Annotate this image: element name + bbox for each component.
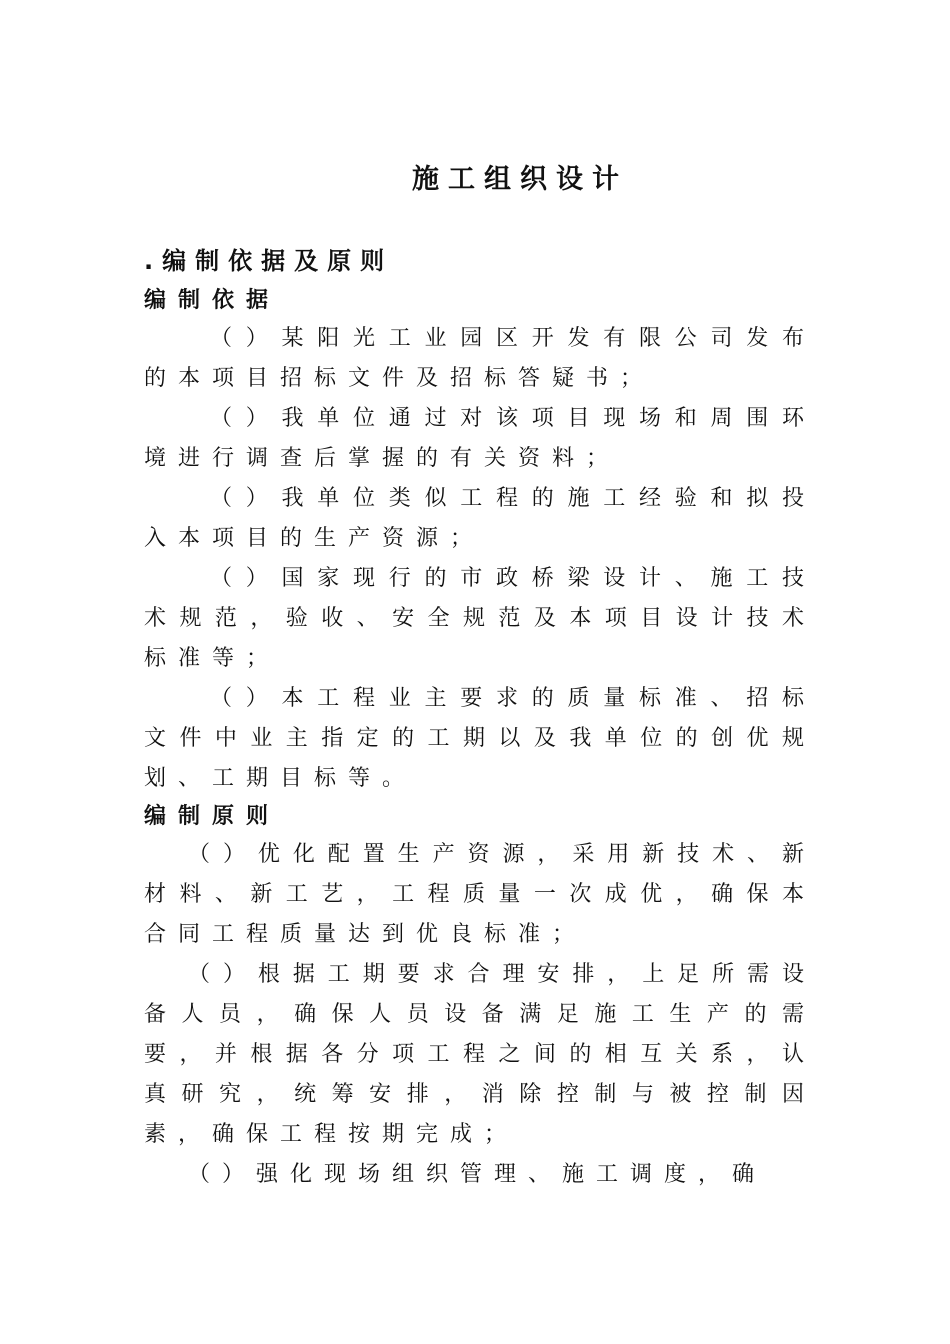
principles-item: （）强化现场组织管理、施工调度，确 [188,1162,767,1187]
section-heading: .编制依据及原则 [144,247,394,275]
principles-item: （）优化配置生产资源，采用新技术、新材料、新工艺，工程质量一次成优，确保本合同工程质量达到优良标准； [144,842,816,947]
basis-item: （）本工程业主要求的质量标准、招标文件中业主指定的工期以及我单位的创优规划、工期目标等。 [144,686,816,791]
document-title: 施工组织设计 [412,164,628,195]
basis-item: （）我单位类似工程的施工经验和拟投入本项目的生产资源； [144,486,816,551]
principles-item: （）根据工期要求合理安排，上足所需设备人员，确保人员设备满足施工生产的需要，并根据各分项工程之间的相互关系，认真研究，统筹安排，消除控制与被控制因素，确保工程按期完成； [144,962,816,1147]
document-body [144,239,816,1195]
basis-item: （）国家现行的市政桥梁设计、施工技术规范，验收、安全规范及本项目设计技术标准等； [144,566,816,671]
basis-item: （）我单位通过对该项目现场和周围环境进行调查后掌握的有关资料； [144,406,816,471]
basis-heading: 编制依据 [144,288,281,313]
principles-heading: 编制原则 [144,804,281,829]
basis-item: （）某阳光工业园区开发有限公司发布的本项目招标文件及招标答疑书； [144,326,816,391]
